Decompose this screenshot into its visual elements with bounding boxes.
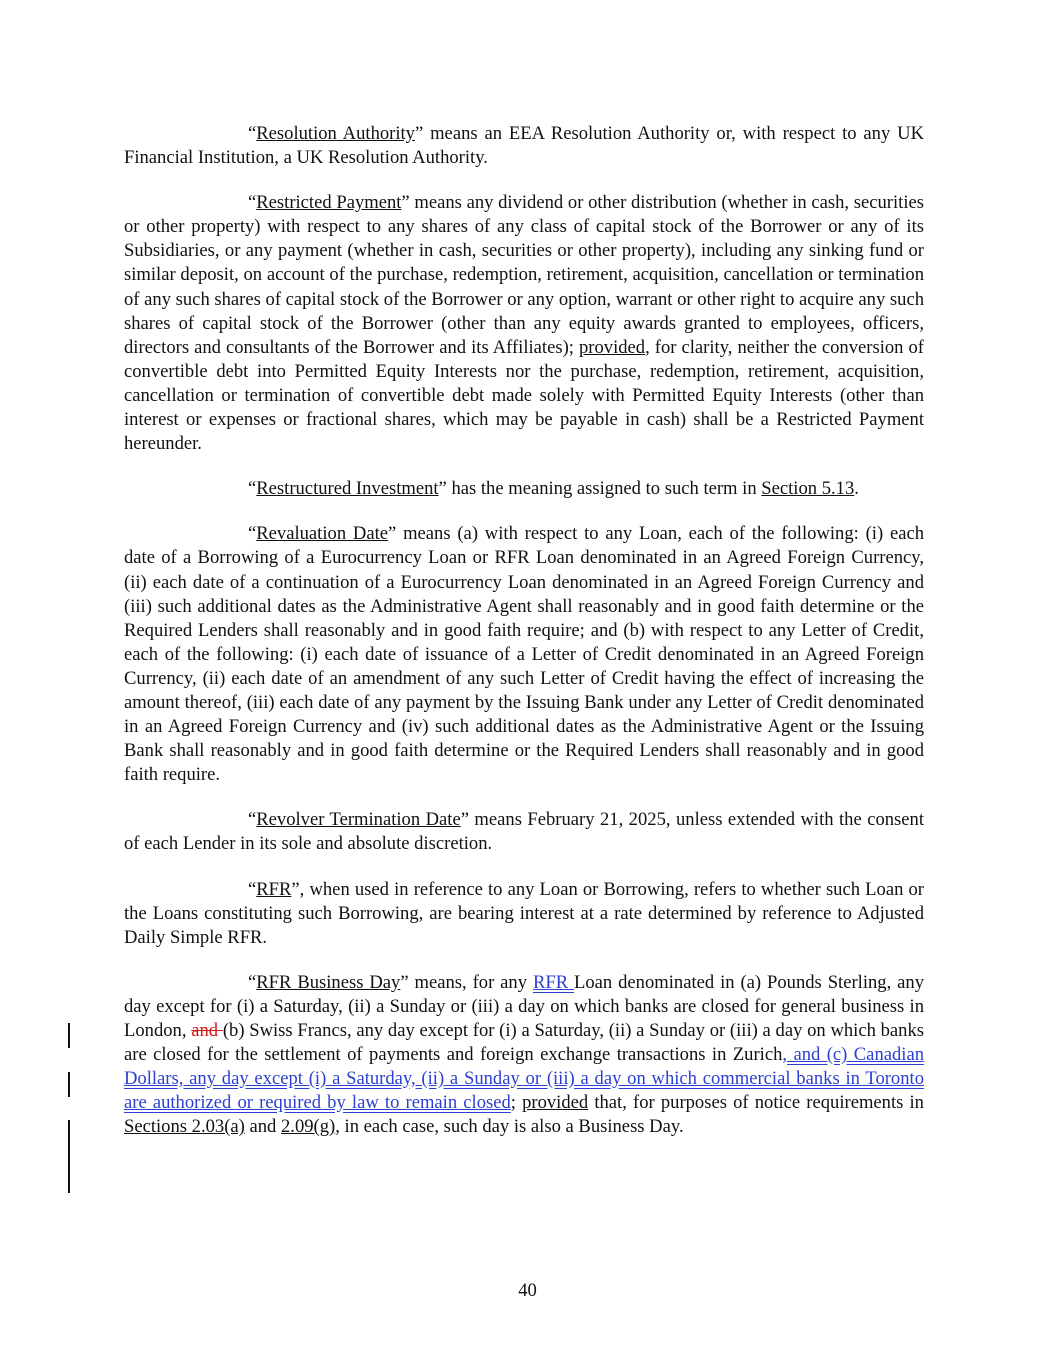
defined-term: Revolver Termination Date xyxy=(256,809,461,831)
change-bar xyxy=(68,1120,70,1193)
defined-term: RFR xyxy=(256,878,292,900)
deleted-text: and xyxy=(191,1020,223,1041)
definition-resolution-authority: “Resolution Authority” means an EEA Resolution Authority or, with respect to any UK Financial Institution, a UK Resolution Authority. xyxy=(124,123,924,169)
change-bar xyxy=(68,1023,70,1048)
defined-term: Restructured Investment xyxy=(256,478,439,500)
definition-restricted-payment: “Restricted Payment” means any dividend or other distribution (whether in cash, securities or other property) with respect to any shares of any class of capital stock of the Borrower or any of its Subsidiaries, or any payment (whether in cash, securities or other property), including any sinking fund or similar deposit, on account of the purchase, redemption, retirement, acquisition, cancellation or termination of any such shares of capital stock of the Borrower or any option, warrant or other right to acquire any such shares of capital stock of the Borrower (other than any equity awards granted to employees, officers, directors and consultants of the Borrower and its Affiliates); provided, for clarity, neither the conversion of convertible debt into Permitted Equity Interests nor the purchase, redemption, retirement, acquisition, cancellation or termination of convertible debt made solely with Permitted Equity Interests (other than interest or expenses or fractional shares, which may be payable in cash) shall be a Restricted Payment hereunder. xyxy=(124,192,924,455)
defined-term: Resolution Authority xyxy=(256,123,415,144)
definition-restructured-investment: “Restructured Investment” has the meaning assigned to such term in Section 5.13. xyxy=(248,478,859,500)
provided-term: provided xyxy=(522,1092,589,1114)
definition-revaluation-date: “Revaluation Date” means (a) with respect to any Loan, each of the following: (i) each date of a Borrowing of a Eurocurrency Loan or RFR Loan denominated in an Agreed Foreign Currency, (ii) each date of a continuation of a Eurocurrency Loan denominated in an Agreed Foreign Currency and (iii) such additional dates as the Administrative Agent shall reasonably and in good faith determine or the Required Lenders shall reasonably and in good faith require; and (b) with respect to any Letter of Credit, each of the following: (i) each date of issuance of a Letter of Credit denominated in an Agreed Foreign Currency, (ii) each date of an amendment of any such Letter of Credit having the effect of increasing the amount thereof, (iii) each date of any payment by the Issuing Bank under any Letter of Credit denominated in an Agreed Foreign Currency and (iv) such additional dates as the Administrative Agent or the Issuing Bank shall reasonably and in good faith determine or the Required Lenders shall reasonably and in good faith require. xyxy=(124,523,924,786)
document-page xyxy=(124,122,924,1160)
inserted-text: RFR xyxy=(532,971,575,993)
section-reference: Sections 2.03(a) xyxy=(124,1116,245,1138)
defined-term: Revaluation Date xyxy=(256,523,389,545)
section-reference: Section 5.13 xyxy=(761,478,855,500)
definition-rfr: “RFR”, when used in reference to any Loan or Borrowing, refers to whether such Loan or the Loans constituting such Borrowing, are bearing interest at a rate determined by reference to Adjusted Daily Simple RFR. xyxy=(124,878,924,948)
inserted-text: , and (c) Canadian Dollars, any day except (i) a Saturday, (ii) a Sunday or (iii) a day on which commercial banks in Toronto are authorized or required by law to remain closed xyxy=(124,1044,924,1114)
definition-rfr-business-day: “RFR Business Day” means, for any RFR Loan denominated in (a) Pounds Sterling, any day except for (i) a Saturday, (ii) a Sunday or (iii) a day on which banks are closed for general business in London, and (b) Swiss Francs, any day except for (i) a Saturday, (ii) a Sunday or (iii) a day on which banks are closed for the settlement of payments and foreign exchange transactions in Zurich, and (c) Canadian Dollars, any day except (i) a Saturday, (ii) a Sunday or (iii) a day on which commercial banks in Toronto are authorized or required by law to remain closed; provided that, for purposes of notice requirements in Sections 2.03(a) and 2.09(g), in each case, such day is also a Business Day. xyxy=(124,971,924,1138)
provided-term: provided xyxy=(578,336,646,358)
page-number: 40 xyxy=(518,1280,537,1301)
section-reference: 2.09(g) xyxy=(281,1116,336,1138)
change-bar xyxy=(68,1072,70,1097)
defined-term: RFR Business Day xyxy=(256,971,401,993)
definition-revolver-termination-date: “Revolver Termination Date” means February 21, 2025, unless extended with the consent of each Lender in its sole and absolute discretion. xyxy=(124,809,924,855)
defined-term: Restricted Payment xyxy=(256,192,402,214)
